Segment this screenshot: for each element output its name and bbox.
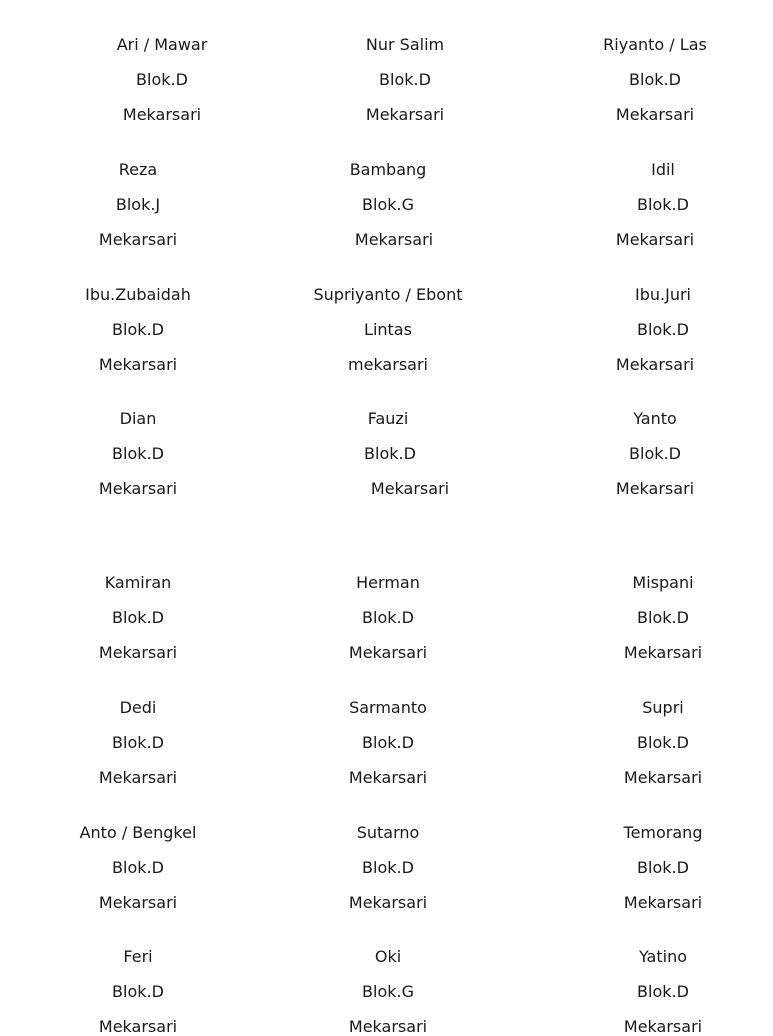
recipient-area: Mekarsari xyxy=(348,643,428,662)
recipient-area: Mekarsari xyxy=(348,1017,428,1036)
recipient-block: Blok.D xyxy=(362,733,414,752)
recipient-name: Sutarno xyxy=(356,823,420,842)
recipient-name: Ibu.Zubaidah xyxy=(85,285,191,304)
recipient-area: Mekarsari xyxy=(615,355,695,374)
recipient-name: Oki xyxy=(374,947,402,966)
recipient-area: Mekarsari xyxy=(623,1017,703,1036)
recipient-name: Bambang xyxy=(349,160,427,179)
recipient-block: Blok.D xyxy=(112,733,164,752)
recipient-area: Mekarsari xyxy=(98,643,178,662)
recipient-name: Ari / Mawar xyxy=(116,35,208,54)
recipient-name: Idil xyxy=(651,160,675,179)
recipient-name: Fauzi xyxy=(367,409,409,428)
recipient-area: Mekarsari xyxy=(370,479,450,498)
recipient-block: Blok.D xyxy=(637,982,689,1001)
recipient-name: Herman xyxy=(356,573,420,592)
recipient-name: Dian xyxy=(119,409,157,428)
recipient-name: Mispani xyxy=(632,573,694,592)
recipient-area: Mekarsari xyxy=(365,105,445,124)
recipient-block: Lintas xyxy=(364,320,412,339)
recipient-area: Mekarsari xyxy=(623,893,703,912)
recipient-area: Mekarsari xyxy=(98,479,178,498)
recipient-area: Mekarsari xyxy=(98,230,178,249)
recipient-area: Mekarsari xyxy=(348,893,428,912)
recipient-name: Yanto xyxy=(633,409,677,428)
recipient-block: Blok.D xyxy=(362,608,414,627)
recipient-name: Anto / Bengkel xyxy=(79,823,197,842)
recipient-block: Blok.D xyxy=(637,858,689,877)
recipient-area: Mekarsari xyxy=(615,479,695,498)
recipient-area: Mekarsari xyxy=(98,893,178,912)
recipient-name: Nur Salim xyxy=(365,35,445,54)
recipient-area: mekarsari xyxy=(348,355,428,374)
recipient-block: Blok.D xyxy=(112,444,164,463)
recipient-block: Blok.D xyxy=(136,70,188,89)
recipient-block: Blok.D xyxy=(637,320,689,339)
recipient-area: Mekarsari xyxy=(615,230,695,249)
recipient-block: Blok.J xyxy=(115,195,161,214)
recipient-block: Blok.D xyxy=(637,608,689,627)
recipient-name: Kamiran xyxy=(104,573,172,592)
recipient-block: Blok.D xyxy=(112,320,164,339)
recipient-block: Blok.D xyxy=(112,982,164,1001)
recipient-name: Supri xyxy=(642,698,684,717)
recipient-area: Mekarsari xyxy=(98,768,178,787)
recipient-block: Blok.D xyxy=(637,733,689,752)
recipient-name: Feri xyxy=(123,947,153,966)
recipient-area: Mekarsari xyxy=(623,768,703,787)
recipient-block: Blok.D xyxy=(629,70,681,89)
recipient-name: Reza xyxy=(118,160,158,179)
recipient-name: Temorang xyxy=(623,823,703,842)
recipient-block: Blok.G xyxy=(362,195,414,214)
recipient-area: Mekarsari xyxy=(623,643,703,662)
recipient-name: Sarmanto xyxy=(349,698,427,717)
recipient-area: Mekarsari xyxy=(122,105,202,124)
recipient-area: Mekarsari xyxy=(615,105,695,124)
recipient-area: Mekarsari xyxy=(348,768,428,787)
recipient-block: Blok.D xyxy=(629,444,681,463)
recipient-block: Blok.D xyxy=(112,608,164,627)
recipient-block: Blok.D xyxy=(379,70,431,89)
recipient-area: Mekarsari xyxy=(354,230,434,249)
recipient-block: Blok.D xyxy=(112,858,164,877)
recipient-area: Mekarsari xyxy=(98,355,178,374)
recipient-name: Ibu.Juri xyxy=(635,285,691,304)
recipient-name: Supriyanto / Ebont xyxy=(313,285,463,304)
recipient-name: Dedi xyxy=(119,698,157,717)
recipient-area: Mekarsari xyxy=(98,1017,178,1036)
recipient-name: Riyanto / Las xyxy=(603,35,707,54)
recipient-block: Blok.D xyxy=(637,195,689,214)
recipient-name: Yatino xyxy=(638,947,688,966)
recipient-block: Blok.D xyxy=(364,444,416,463)
recipient-block: Blok.D xyxy=(362,858,414,877)
recipient-block: Blok.G xyxy=(362,982,414,1001)
